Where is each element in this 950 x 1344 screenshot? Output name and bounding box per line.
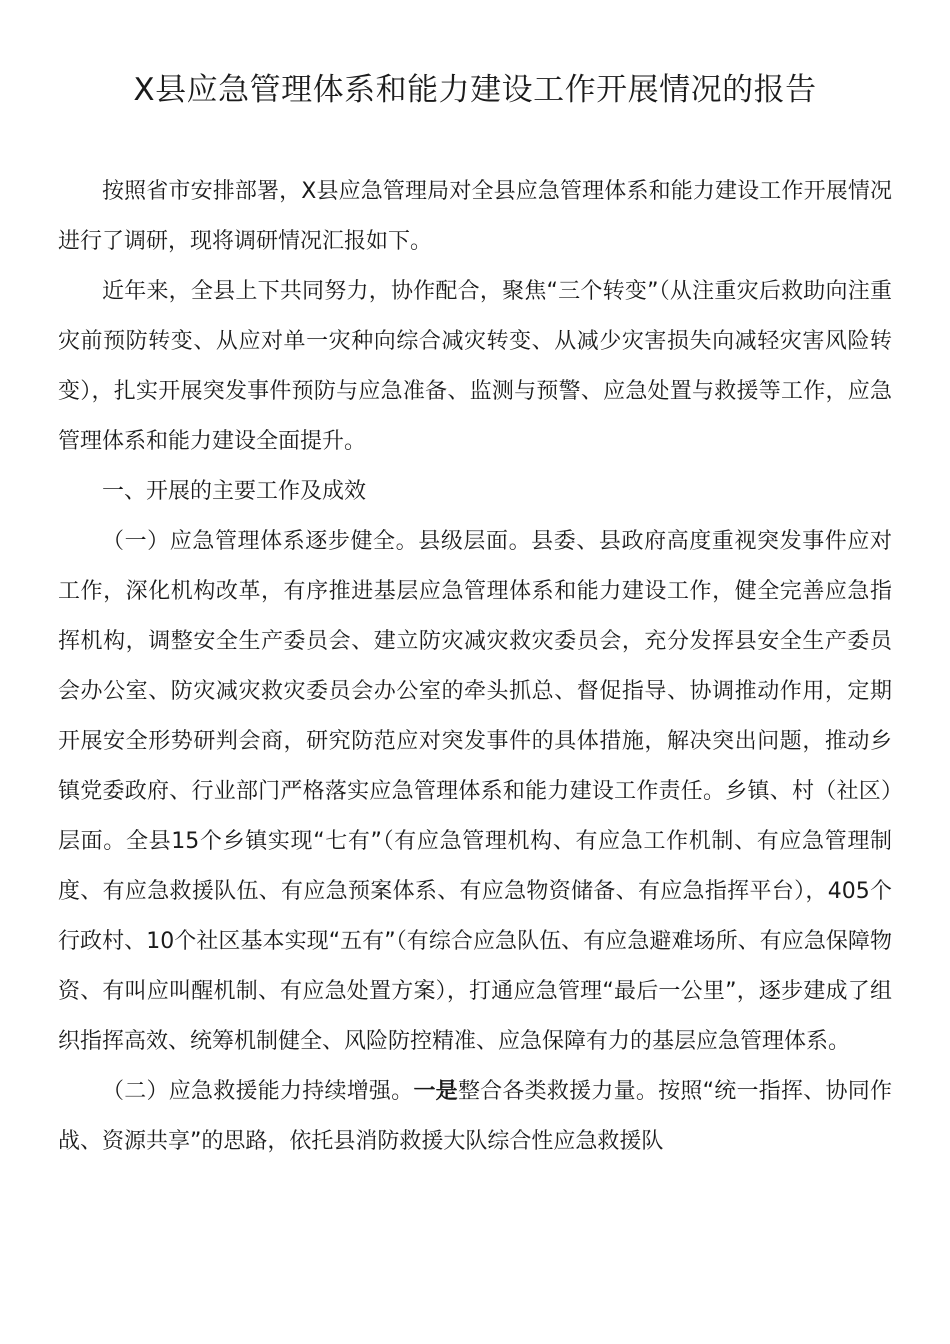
paragraph-rescue-rest: 整合各类救援力量。按照“统一指挥、协同作战、资源共享”的思路，依托县消防救援大队综合性应急救援队 — [58, 1079, 892, 1154]
paragraph-system-improvement: （一）应急管理体系逐步健全。县级层面。县委、县政府高度重视突发事件应对工作，深化机构改革，有序推进基层应急管理体系和能力建设工作，健全完善应急指挥机构，调整安全生产委员会、建立防灾减灾救灾委员会，充分发挥县安全生产委员会办公室、防灾减灾救灾委员会办公室的牵头抓总、督促指导、协调推动作用，定期开展安全形势研判会商，研究防范应对突发事件的具体措施，解决突出问题，推动乡镇党委政府、行业部门严格落实应急管理体系和能力建设工作责任。乡镇、村（社区）层面。全县15个乡镇实现“七有”（有应急管理机构、有应急工作机制、有应急管理制度、有应急救援队伍、有应急预案体系、有应急物资储备、有应急指挥平台），405个行政村、10个社区基本实现“五有”（有综合应急队伍、有应急避难场所、有应急保障物资、有叫应叫醒机制、有应急处置方案），打通应急管理“最后一公里”，逐步建成了组织指挥高效、统筹机制健全、风险防控精准、应急保障有力的基层应急管理体系。 — [58, 529, 892, 1054]
document-title: X县应急管理体系和能力建设工作开展情况的报告 — [133, 72, 817, 108]
paragraph-rescue-capability — [58, 1067, 892, 1167]
paragraph-rescue-prefix: （二）应急救援能力持续增强。 — [102, 1079, 414, 1104]
paragraph-intro: 按照省市安排部署，X县应急管理局对全县应急管理体系和能力建设工作开展情况进行了调研，现将调研情况汇报如下。 — [58, 179, 892, 254]
paragraph-rescue-lead: 一是 — [413, 1079, 458, 1104]
paragraph-overview: 近年来，全县上下共同努力，协作配合，聚焦“三个转变”（从注重灾后救助向注重灾前预防转变、从应对单一灾种向综合减灾转变、从减少灾害损失向减轻灾害风险转变），扎实开展突发事件预防与应急准备、监测与预警、应急处置与救援等工作，应急管理体系和能力建设全面提升。 — [58, 279, 892, 454]
section-heading-main-work: 一、开展的主要工作及成效 — [102, 479, 367, 504]
document-body — [58, 167, 892, 1167]
